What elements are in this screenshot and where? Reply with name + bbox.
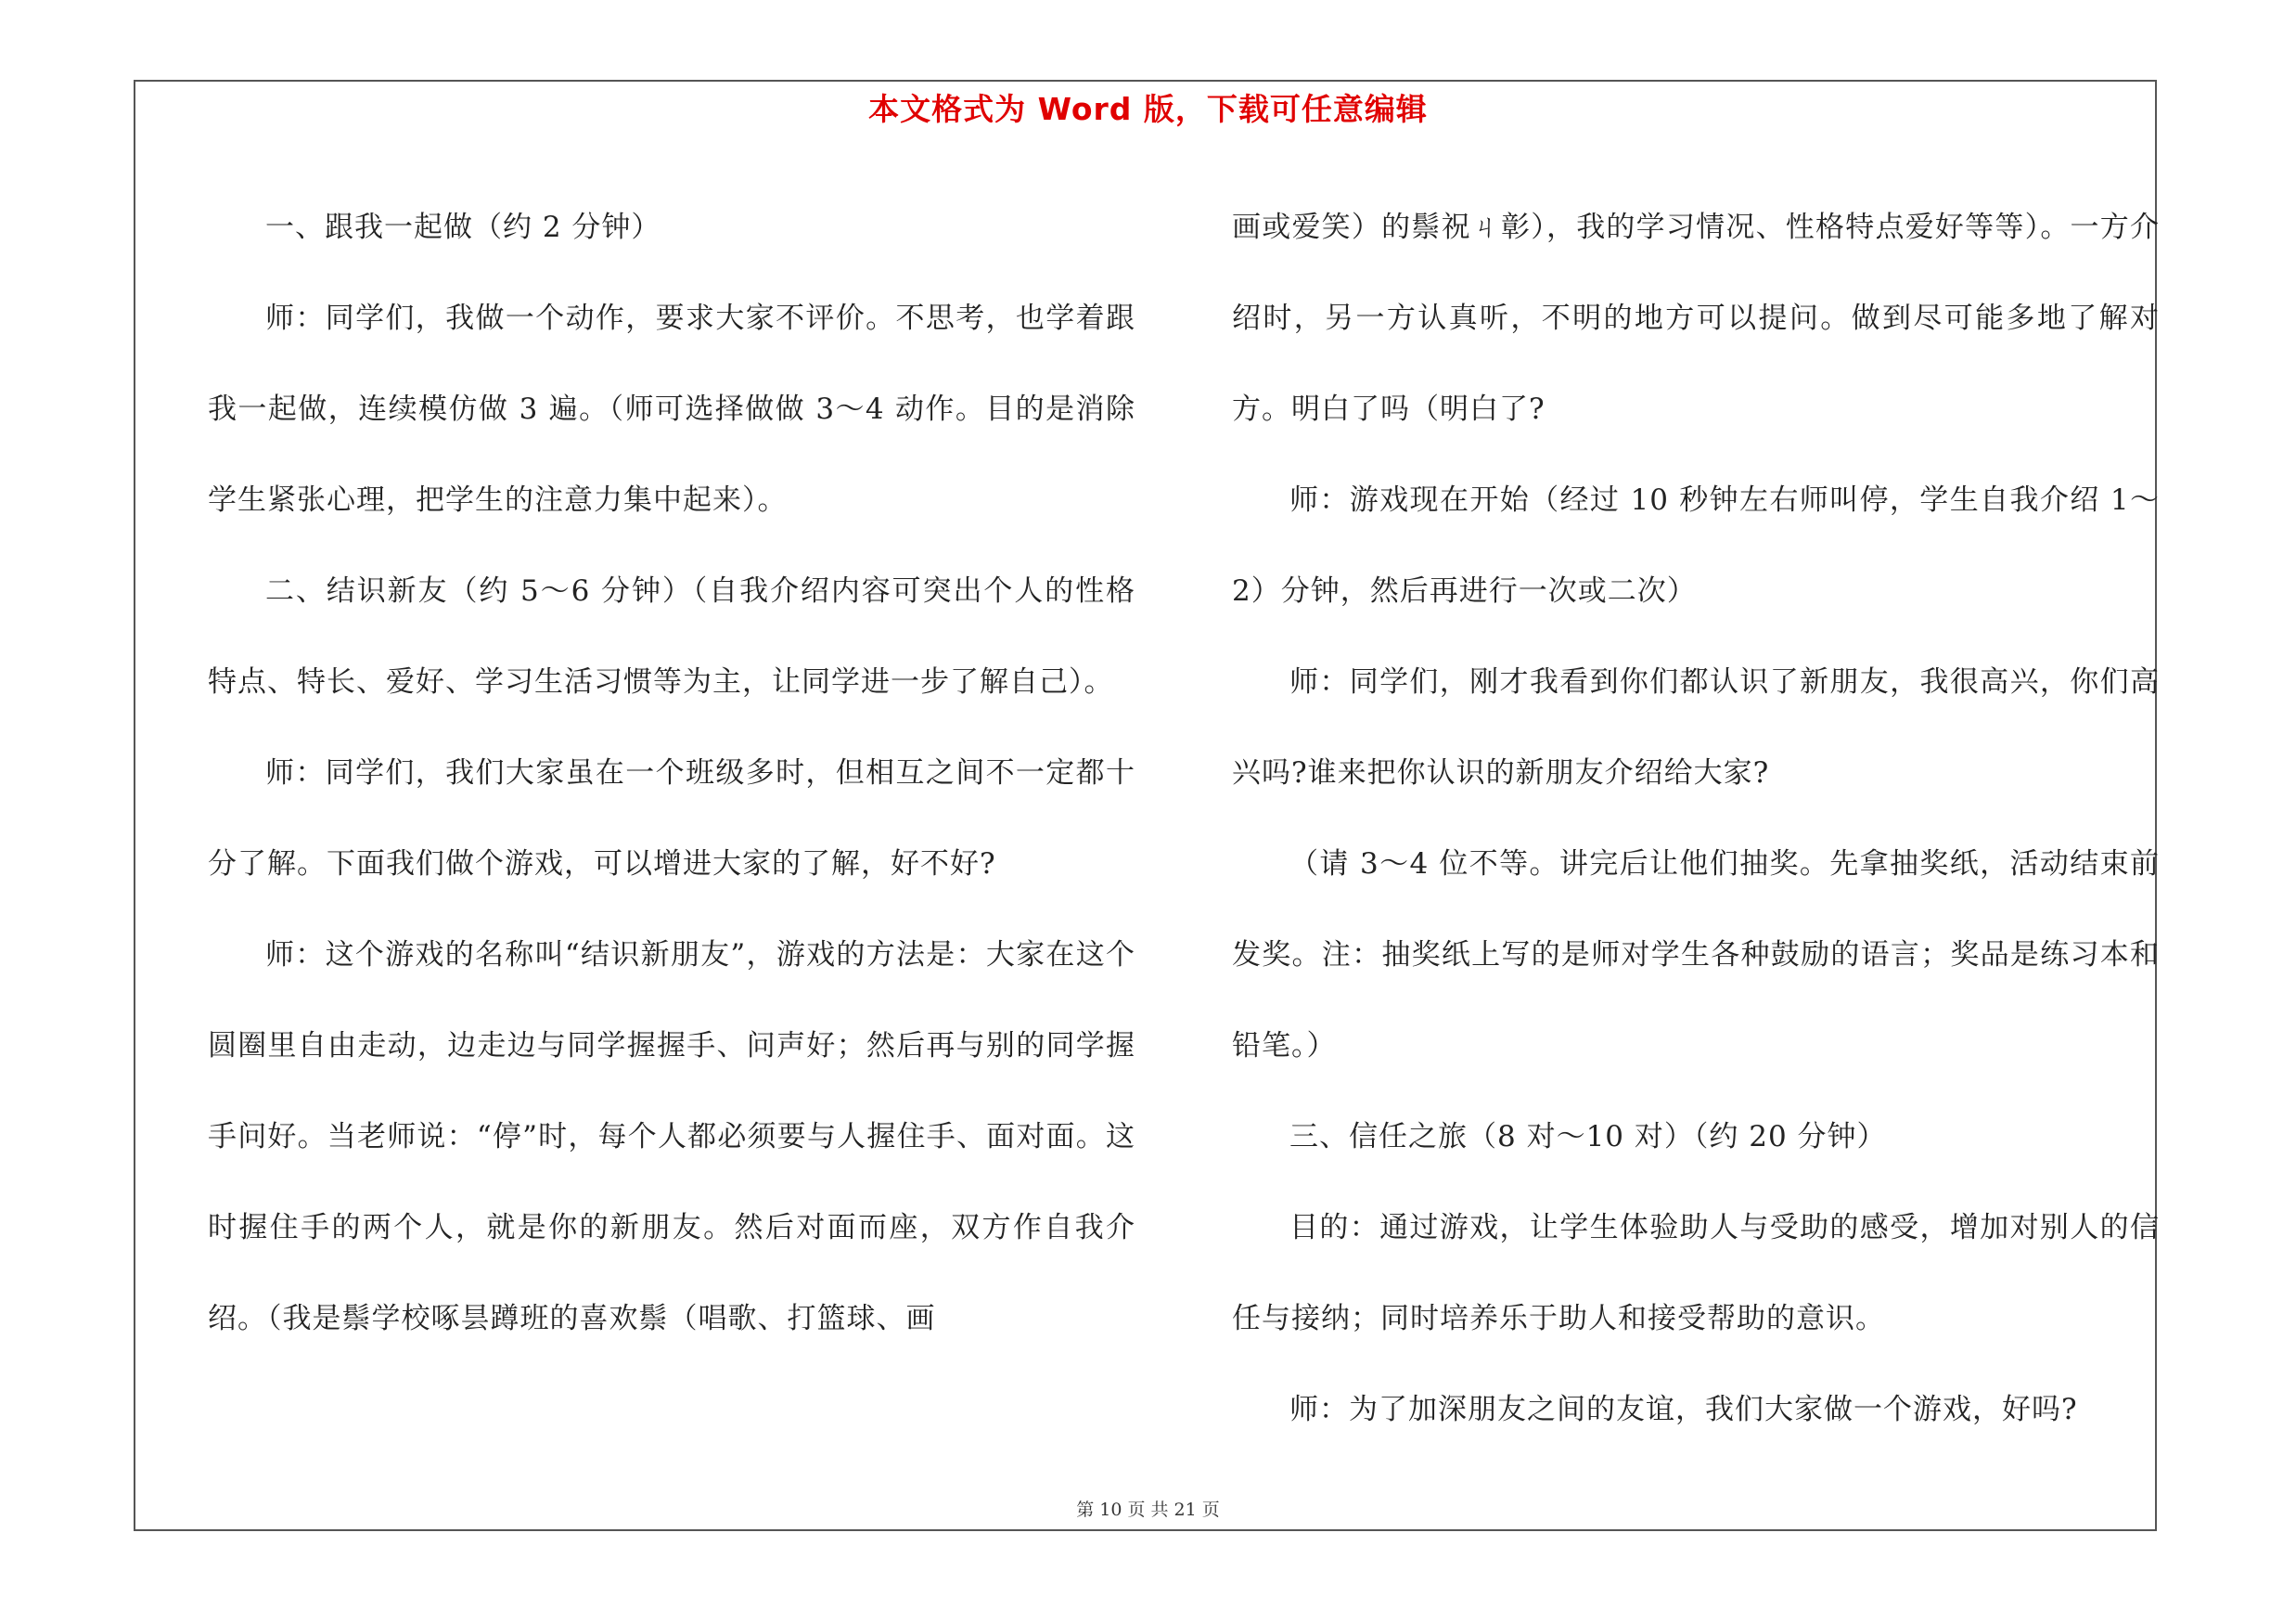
page-number-footer: 第 10 页 共 21 页: [1076, 1500, 1220, 1520]
left-column: [208, 182, 1135, 1364]
paragraph: 目的：通过游戏，让学生体验助人与受助的感受，增加对别人的信任与接纳；同时培养乐于助人和接受帮助的意识。: [1232, 1211, 2160, 1335]
paragraph: 师：同学们，刚才我看到你们都认识了新朋友，我很高兴，你们高兴吗?谁来把你认识的新朋友介绍给大家?: [1232, 665, 2160, 790]
paragraph: 师：这个游戏的名称叫“结识新朋友”，游戏的方法是：大家在这个圆圈里自由走动，边走边与同学握握手、问声好；然后再与别的同学握手问好。当老师说：“停”时，每个人都必须要与人握住手、面对面。这时握住手的两个人，就是你的新朋友。然后对面而座，双方作自我介绍。（我是鬃学校啄昙蹲班的喜欢鬃（唱歌、打篮球、画: [208, 938, 1135, 1335]
paragraph-continuation: 画或爱笑）的鬃祝ㄐ彰），我的学习情况、性格特点爱好等等）。一方介绍时，另一方认真听，不明的地方可以提问。做到尽可能多地了解对方。明白了吗（明白了?: [1232, 211, 2160, 426]
paragraph: 师：同学们，我做一个动作，要求大家不评价。不思考，也学着跟我一起做，连续模仿做 3 遍。（师可选择做做 3～4 动作。目的是消除学生紧张心理，把学生的注意力集中起来）。: [208, 302, 1135, 517]
paragraph: 师：游戏现在开始（经过 10 秒钟左右师叫停，学生自我介绍 1～2）分钟，然后再进行一次或二次）: [1232, 483, 2160, 608]
paragraph: 三、信任之旅（8 对～10 对）（约 20 分钟）: [1289, 1120, 1887, 1153]
paragraph: 二、结识新友（约 5～6 分钟）（自我介绍内容可突出个人的性格特点、特长、爱好、学习生活习惯等为主，让同学进一步了解自己）。: [208, 574, 1135, 699]
format-banner: 本文格式为 Word 版，下载可任意编辑: [868, 91, 1428, 127]
paragraph: 师：为了加深朋友之间的友谊，我们大家做一个游戏，好吗?: [1289, 1393, 2078, 1426]
paragraph: 师：同学们，我们大家虽在一个班级多时，但相互之间不一定都十分了解。下面我们做个游戏，可以增进大家的了解，好不好?: [208, 756, 1135, 881]
paragraph: 一、跟我一起做（约 2 分钟）: [265, 211, 661, 244]
right-column: [1232, 182, 2160, 1455]
paragraph: （请 3～4 位不等。讲完后让他们抽奖。先拿抽奖纸，活动结束前发奖。注：抽奖纸上写的是师对学生各种鼓励的语言；奖品是练习本和铅笔。）: [1232, 847, 2160, 1063]
